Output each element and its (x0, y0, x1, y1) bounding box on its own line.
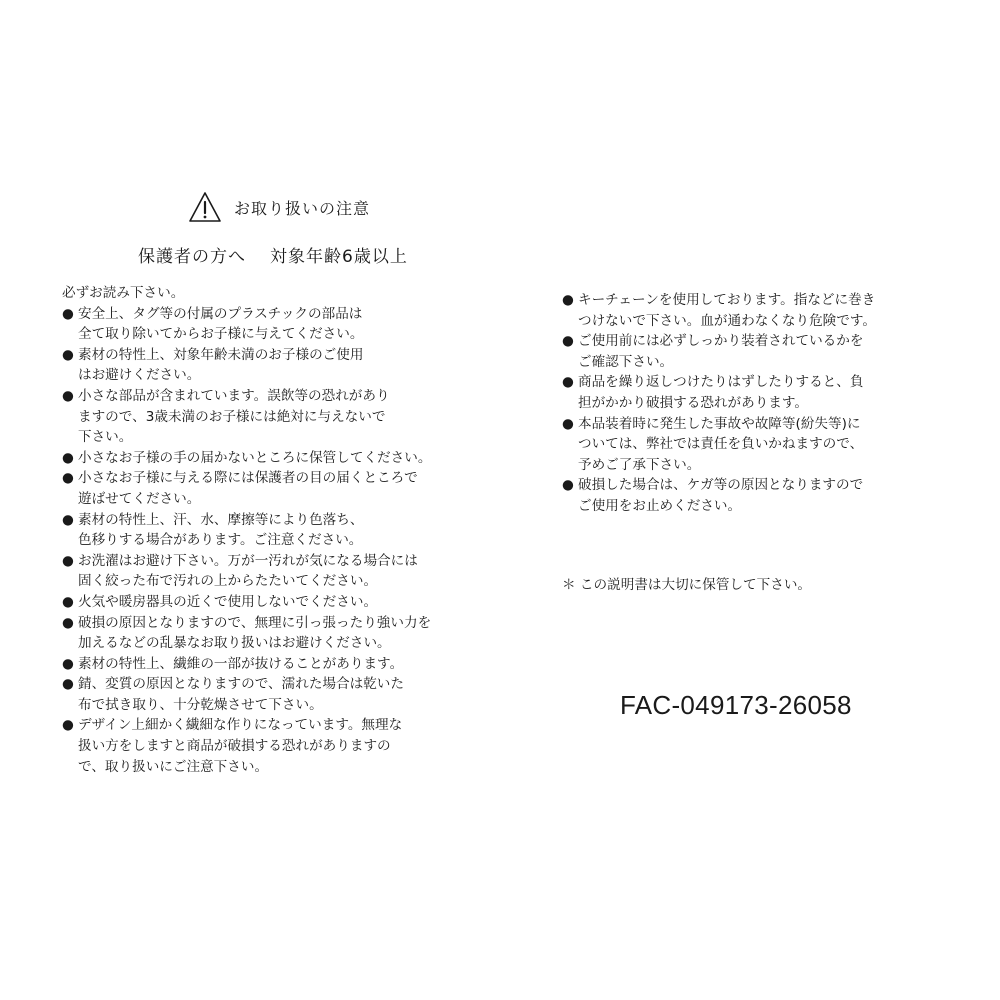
caution-item (62, 715, 482, 777)
bullet-icon: ● (62, 552, 74, 569)
bullet-icon: ● (62, 717, 74, 734)
bullet-icon: ● (562, 415, 574, 432)
caution-item (562, 475, 942, 516)
bullet-icon: ● (62, 387, 74, 404)
subtitle-row (138, 242, 408, 267)
caution-line: 火気や暖房器具の近くで使用しないでください。 (78, 593, 378, 610)
caution-item (62, 468, 482, 509)
caution-item (62, 448, 482, 469)
caution-item (62, 510, 482, 551)
caution-line: 固く絞った布で汚れの上からたたいてください。 (78, 573, 378, 590)
caution-line: 小さなお子様の手の届かないところに保管してください。 (78, 449, 432, 466)
bullet-icon: ● (62, 511, 74, 528)
caution-line: キーチェーンを使用しております。指などに巻き (578, 292, 876, 308)
caution-line: ご使用前には必ずしっかり装着されているかを (578, 333, 864, 350)
bullet-icon: ● (62, 305, 74, 322)
caution-item (562, 290, 942, 331)
bullet-icon: ● (62, 614, 74, 631)
caution-item (62, 304, 482, 345)
caution-line: 布で拭き取り、十分乾燥させて下さい。 (78, 696, 323, 713)
bullet-icon: ● (62, 593, 74, 610)
left-caution-list (62, 304, 482, 778)
caution-item (62, 613, 482, 654)
caution-line: で、取り扱いにご注意下さい。 (78, 758, 269, 775)
bullet-icon: ● (562, 292, 574, 308)
caution-line: 予めご了承下さい。 (578, 456, 701, 473)
left-column (62, 283, 482, 777)
caution-item (62, 386, 482, 448)
caution-line: はお避けください。 (78, 367, 201, 384)
caution-line: 安全上、タグ等の付属のプラスチックの部品は (78, 305, 363, 322)
caution-item (562, 414, 942, 476)
caution-item (62, 654, 482, 675)
caution-line: 破損の原因となりますので、無理に引っ張ったり強い力を (78, 614, 432, 631)
caution-item (62, 345, 482, 386)
bullet-icon: ● (62, 655, 74, 672)
bullet-icon: ● (562, 477, 574, 494)
age-label: 対象年齢6歳以上 (270, 247, 408, 267)
warning-triangle-icon (188, 191, 222, 223)
bullet-icon: ● (62, 470, 74, 487)
caution-item (562, 372, 942, 413)
title-row (188, 190, 370, 224)
caution-line: ついては、弊社では責任を負いかねますので、 (578, 436, 864, 453)
caution-line: 素材の特性上、繊維の一部が抜けることがあります。 (78, 655, 404, 672)
caution-line: 破損した場合は、ケガ等の原因となりますので (578, 477, 864, 494)
caution-item (62, 551, 482, 592)
intro-text: 必ずお読み下さい。 (62, 285, 185, 301)
caution-line: 扱い方をしますと商品が破損する恐れがありますの (78, 738, 391, 755)
caution-item (62, 592, 482, 613)
bullet-icon: ● (62, 676, 74, 693)
right-caution-list (562, 290, 942, 517)
caution-line: 小さな部品が含まれています。誤飲等の恐れがあり (78, 387, 390, 404)
caution-line: 担がかかり破損する恐れがあります。 (578, 394, 809, 411)
bullet-icon: ● (62, 449, 74, 466)
caution-line: 商品を繰り返しつけたりはずしたりすると、負 (578, 374, 864, 391)
caution-line: 小さなお子様に与える際には保護者の目の届くところで (78, 470, 418, 487)
product-code: FAC-049173-26058 (620, 690, 852, 720)
caution-line: お洗濯はお避け下さい。万が一汚れが気になる場合には (78, 552, 418, 569)
caution-item (62, 674, 482, 715)
bullet-icon: ● (62, 346, 74, 363)
storage-note: ＊ この説明書は大切に保管して下さい。 (562, 577, 812, 593)
caution-line: 全て取り除いてからお子様に与えてください。 (78, 326, 364, 343)
page-title: お取り扱いの注意 (234, 198, 371, 218)
caution-item (562, 331, 942, 372)
caution-line: 錆、変質の原因となりますので、濡れた場合は乾いた (78, 676, 404, 693)
caution-line: 下さい。 (78, 429, 133, 446)
right-column (562, 290, 942, 517)
caution-line: ご確認下さい。 (578, 353, 674, 370)
caution-line: つけないで下さい。血が通わなくなり危険です。 (578, 312, 876, 329)
caution-line: 加えるなどの乱暴なお取り扱いはお避けください。 (78, 635, 391, 652)
caution-line: 素材の特性上、汗、水、摩擦等により色落ち、 (78, 511, 364, 528)
bullet-icon: ● (562, 374, 574, 391)
caution-line: 遊ばせてください。 (78, 490, 201, 507)
caution-line: デザイン上細かく繊細な作りになっています。無理な (78, 717, 403, 734)
caution-line: 色移りする場合があります。ご注意ください。 (78, 532, 363, 549)
caution-line: ますので、3歳未満のお子様には絶対に与えないで (78, 408, 386, 425)
caution-line: 素材の特性上、対象年齢未満のお子様のご使用 (78, 346, 364, 363)
bullet-icon: ● (562, 333, 574, 350)
caution-line: 本品装着時に発生した事故や故障等(紛失等)に (578, 415, 861, 432)
caution-line: ご使用をお止めください。 (578, 497, 742, 514)
guardian-label: 保護者の方へ (138, 247, 246, 267)
